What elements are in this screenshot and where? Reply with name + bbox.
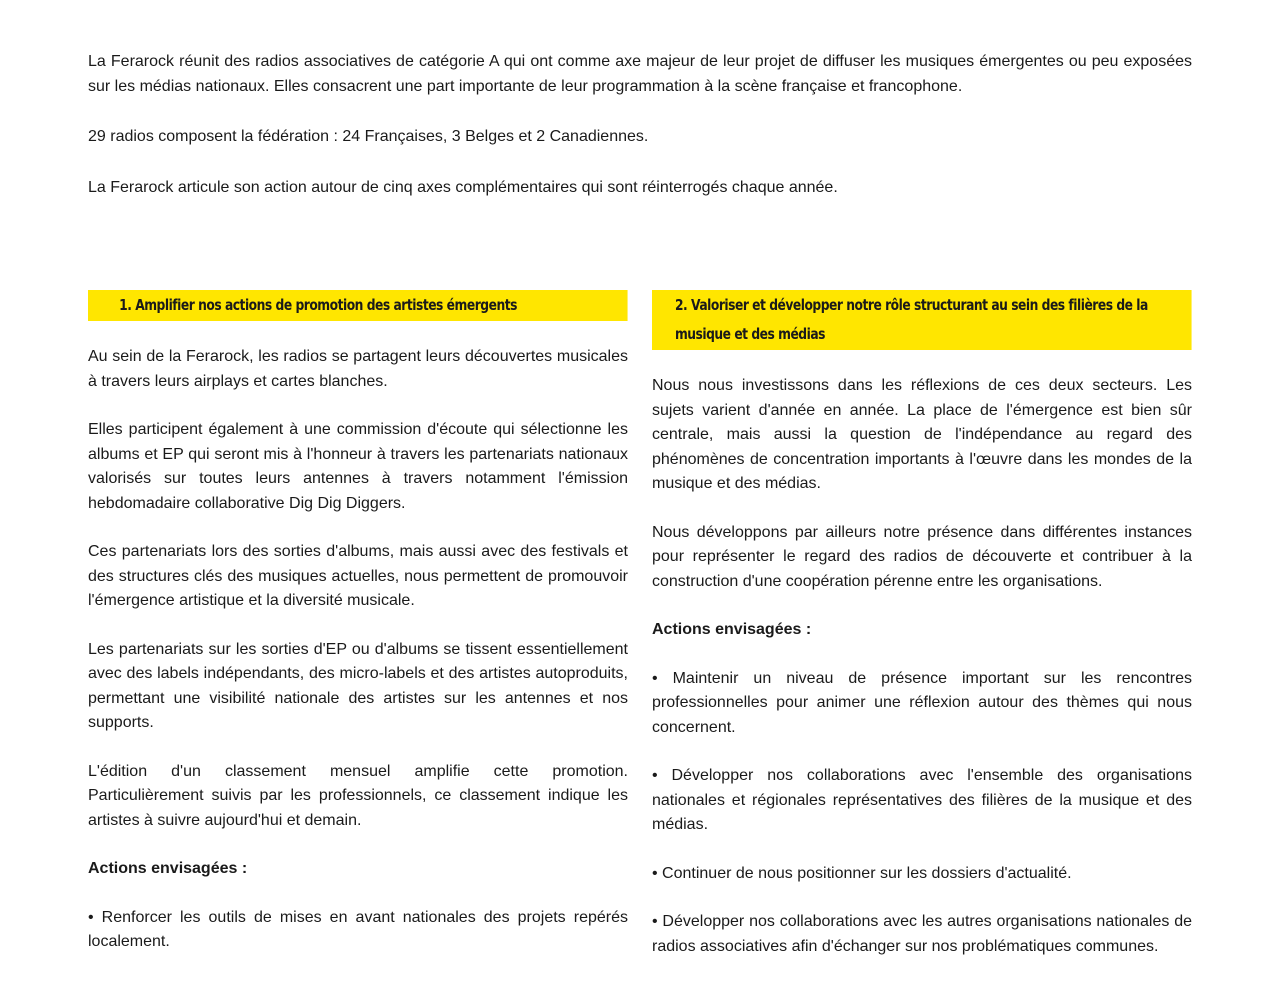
right-action-3: • Continuer de nous positionner sur les dossiers d'actualité. bbox=[652, 864, 1072, 882]
right-action-4: • Développer nos collaborations avec les autres organisations nationales de radios associatives afin d'échanger sur nos problématiques communes. bbox=[652, 913, 1192, 955]
left-action-1: • Renforcer les outils de mises en avant nationales des projets repérés localement. bbox=[88, 908, 628, 950]
left-paragraph-2: Elles participent également à une commission d'écoute qui sélectionne les albums et EP qui seront mis à l'honneur à travers les partenariats nationaux valorisés sur toutes leurs antennes à travers notamment l'émission hebdomadaire collaborative Dig Dig Diggers. bbox=[88, 421, 628, 512]
left-paragraph-1: Au sein de la Ferarock, les radios se partagent leurs découvertes musicales à travers leurs airplays et cartes blanches. bbox=[88, 348, 628, 390]
right-actions-title: Actions envisagées : bbox=[652, 621, 812, 638]
right-column bbox=[652, 290, 1192, 983]
left-paragraph-3: Ces partenariats lors des sorties d'albums, mais aussi avec des festivals et des structures clés des musiques actuelles, nous permettent de promouvoir l'émergence artistique et la diversité musicale. bbox=[88, 543, 628, 609]
left-actions-title: Actions envisagées : bbox=[88, 860, 248, 877]
right-paragraph-2: Nous développons par ailleurs notre présence dans différentes instances pour représenter le regard des radios de découverte et contribuer à la construction d'une coopération pérenne entre les organisations. bbox=[652, 523, 1192, 590]
section-1-heading: 1. Amplifier nos actions de promotion des artistes émergents bbox=[88, 290, 628, 321]
section-2-heading: 2. Valoriser et développer notre rôle structurant au sein des filières de la musique et des médias bbox=[652, 290, 1192, 350]
intro-paragraph-3: La Ferarock articule son action autour de cinq axes complémentaires qui sont réinterrogés chaque année. bbox=[88, 178, 838, 196]
left-column bbox=[88, 290, 628, 979]
right-action-1: • Maintenir un niveau de présence important sur les rencontres professionnelles pour animer une réflexion autour des thèmes qui nous concernent. bbox=[652, 669, 1192, 736]
intro-paragraph-2: 29 radios composent la fédération : 24 Françaises, 3 Belges et 2 Canadiennes. bbox=[88, 128, 649, 145]
left-paragraph-4: Les partenariats sur les sorties d'EP ou d'albums se tissent essentiellement avec des labels indépendants, des micro-labels et des artistes autoproduits, permettant une visibilité nationale des artistes sur les antennes et nos supports. bbox=[88, 640, 628, 731]
intro-paragraph-1: La Ferarock réunit des radios associatives de catégorie A qui ont comme axe majeur de leur projet de diffuser les musiques émergentes ou peu exposées sur les médias nationaux. Elles consacrent une part importante de leur programmation à la scène française et francophone. bbox=[88, 53, 1192, 95]
intro-section bbox=[88, 50, 1192, 226]
left-paragraph-5: L'édition d'un classement mensuel amplifie cette promotion. Particulièrement suivis par les professionnels, ce classement indique les artistes à suivre aujourd'hui et demain. bbox=[88, 762, 628, 829]
right-paragraph-1: Nous nous investissons dans les réflexions de ces deux secteurs. Les sujets varient d'année en année. La place de l'émergence est bien sûr centrale, mais aussi la question de l'indépendance au regard des phénomènes de concentration importants à l'œuvre dans les mondes de la musique et des médias. bbox=[652, 377, 1192, 492]
right-action-2: • Développer nos collaborations avec l'ensemble des organisations nationales et régionales représentatives des filières de la musique et des médias. bbox=[652, 767, 1192, 833]
